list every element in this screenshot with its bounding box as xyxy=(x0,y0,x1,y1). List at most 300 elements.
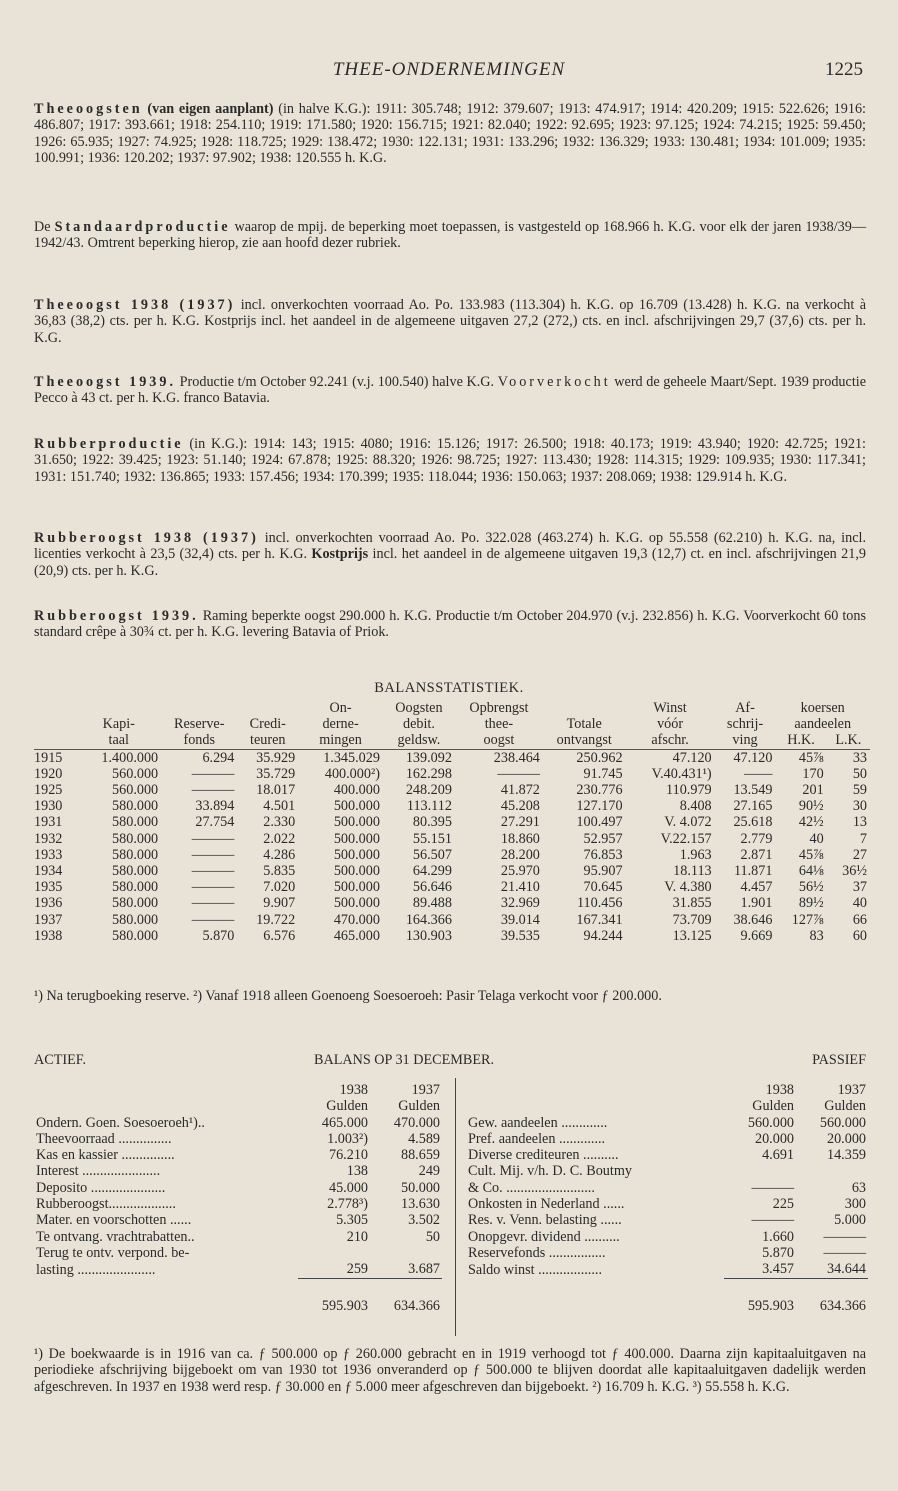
value-cell: ——— xyxy=(191,911,235,928)
value-cell: 248.209 xyxy=(405,782,452,799)
footnote-statistiek: ¹) Na terugboeking reserve. ²) Vanaf 1918 alleen Goenoeng Soesoeroeh: Pasir Telaga verkocht voor ƒ 200.000. xyxy=(34,988,662,1004)
value-cell: 28.200 xyxy=(500,846,540,863)
balance-row xyxy=(466,1196,868,1212)
running-title: THEE-ONDERNEMINGEN xyxy=(332,59,566,80)
stats-body xyxy=(34,749,870,944)
hdr: oogst xyxy=(455,732,543,749)
header-row-1 xyxy=(34,700,870,716)
value-cell: V.22.157 xyxy=(660,830,712,847)
value-cell: 250.962 xyxy=(576,749,623,766)
hdr xyxy=(34,732,76,749)
value-cell: 2.871 xyxy=(740,846,773,863)
table-row xyxy=(34,782,870,798)
balance-value: 259 xyxy=(346,1261,368,1278)
value-cell: 47.120 xyxy=(733,749,773,766)
value-cell: 470.000 xyxy=(333,911,380,928)
year-1938: 1938 xyxy=(339,1082,368,1098)
header-row-3 xyxy=(34,732,870,749)
hdr xyxy=(76,700,161,716)
paragraph-rubberoogst-1939 xyxy=(34,608,866,641)
value-cell: 1.963 xyxy=(679,846,712,863)
value-cell: 76.853 xyxy=(583,846,623,863)
balance-value: 3.687 xyxy=(408,1261,440,1278)
value-cell: 55.151 xyxy=(412,830,452,847)
balance-value: 1.660 xyxy=(762,1228,794,1245)
balance-value: 210 xyxy=(346,1228,368,1245)
balance-label: Reservefonds ................ xyxy=(468,1244,606,1261)
balance-value: 88.659 xyxy=(400,1147,440,1164)
paragraph-rubberoogst-1938 xyxy=(34,530,866,579)
year-cell: 1930 xyxy=(34,798,63,815)
value-cell: 95.907 xyxy=(583,863,623,880)
text-rubberproductie: (in K.G.): 1914: 143; 1915: 4080; 1916: 15.126; 1917: 26.500; 1918: 40.173; 1919: 43.940; 1920: 42.725; 1921: 31.650; 1922: 39.425; 1923: 51.140; 1924: 67.878; 1925: 88.320; 1926: 98.725; 1927: 113.430; 1928: 114.315; 1929: 109.935; 1930: 117.341; 1931: 151.740; 1932: 136.865; 1933: 157.456; 1934: 170.399; 1935: 118.044; 1936: 150.063; 1937: 208.069; 1938: 129.914 h. K.G. xyxy=(34,436,866,485)
value-cell: ——— xyxy=(191,895,235,912)
balance-value: ——— xyxy=(823,1228,866,1245)
value-cell: 64.299 xyxy=(412,863,452,880)
value-cell: 9.669 xyxy=(740,927,773,944)
value-cell: 89½ xyxy=(798,895,824,912)
value-cell: 4.286 xyxy=(263,846,296,863)
value-cell: 13.549 xyxy=(733,782,773,799)
balance-label: Mater. en voorschotten ...... xyxy=(36,1212,192,1229)
text-theeoogst-1939b: werd de geheele Maart/Sept. 1939 productie Pecco à 43 ct. per h. K.G. franco Batavia. xyxy=(34,374,867,407)
value-cell: 500.000 xyxy=(333,863,380,880)
value-cell: 56.646 xyxy=(412,879,452,896)
year-cell: 1934 xyxy=(34,863,63,880)
value-cell: 580.000 xyxy=(112,879,159,896)
value-cell: 500.000 xyxy=(333,798,380,815)
balans-actief xyxy=(34,1082,442,1314)
value-cell: 11.871 xyxy=(733,863,773,880)
year-cell: 1933 xyxy=(34,846,63,863)
balance-label: Onkosten in Nederland ...... xyxy=(468,1196,625,1213)
balance-value: 560.000 xyxy=(819,1114,866,1131)
unit-row xyxy=(466,1098,868,1114)
balance-value: 76.210 xyxy=(328,1147,368,1164)
hdr: teuren xyxy=(237,732,298,749)
value-cell: 5.835 xyxy=(263,863,296,880)
balans-title: BALANS OP 31 DECEMBER. xyxy=(314,1052,494,1068)
value-cell: 45⅞ xyxy=(798,749,824,766)
value-cell: 130.903 xyxy=(405,927,452,944)
hdr: aandeelen xyxy=(794,716,852,733)
value-cell: 500.000 xyxy=(333,879,380,896)
value-cell: 465.000 xyxy=(333,927,380,944)
hdr: vóór xyxy=(657,716,684,733)
lead-rubberoogst-1938: Rubberoogst 1938 (1937) xyxy=(34,530,259,546)
balance-value: 470.000 xyxy=(393,1114,440,1131)
balance-label: Saldo winst .................. xyxy=(468,1261,602,1278)
balans-divider xyxy=(455,1078,456,1336)
text-theeoogst-1939a: Productie t/m October 92.241 (v.j. 100.540) halve K.G. xyxy=(176,374,498,390)
value-cell: 164.366 xyxy=(405,911,452,928)
total-value: 595.903 xyxy=(724,1278,796,1314)
value-cell: 21.410 xyxy=(500,879,540,896)
value-cell: 4.501 xyxy=(263,798,296,815)
table-row xyxy=(34,798,870,814)
hdr xyxy=(34,716,76,732)
value-cell: 580.000 xyxy=(112,846,159,863)
value-cell: 13.125 xyxy=(672,927,712,944)
value-cell: 64⅛ xyxy=(798,863,824,880)
value-cell: 162.298 xyxy=(405,765,452,782)
blank xyxy=(466,1278,724,1314)
balance-value: 5.000 xyxy=(834,1212,866,1229)
balance-label: Ondern. Goen. Soesoeroeh¹).. xyxy=(36,1114,205,1131)
balance-value: 3.457 xyxy=(762,1261,794,1278)
balance-value: 2.778³) xyxy=(327,1196,368,1213)
value-cell: 170 xyxy=(802,765,824,782)
paragraph-theeoogsten xyxy=(34,101,866,166)
value-cell: 27.291 xyxy=(500,814,540,831)
balance-value: ——— xyxy=(823,1244,866,1261)
lead-rubberoogst-1939: Rubberoogst 1939. xyxy=(34,608,199,624)
value-cell: 580.000 xyxy=(112,814,159,831)
value-cell: 19.722 xyxy=(256,911,296,928)
hdr: Winst xyxy=(653,700,687,716)
balance-value: 5.305 xyxy=(336,1212,368,1229)
value-cell: 2.022 xyxy=(263,830,296,847)
value-cell: 27 xyxy=(852,846,867,863)
year-cell: 1920 xyxy=(34,765,63,782)
total-row xyxy=(466,1278,868,1314)
value-cell: 47.120 xyxy=(672,749,712,766)
balance-value: 50 xyxy=(425,1228,440,1245)
balansstatistiek-table xyxy=(34,700,870,944)
value-cell: 18.860 xyxy=(500,830,540,847)
value-cell: 500.000 xyxy=(333,895,380,912)
value-cell: 110.979 xyxy=(666,782,712,799)
value-cell: 94.244 xyxy=(583,927,623,944)
balance-value: 20.000 xyxy=(754,1130,794,1147)
year-cell: 1936 xyxy=(34,895,63,912)
balance-value: 1.003²) xyxy=(327,1130,368,1147)
balance-row xyxy=(466,1245,868,1261)
text-standaardproductie: waarop de mpij. de beperking moet toepassen, is vastgesteld op 168.966 h. K.G. voor elk der jaren 1938/39—1942/43. Omtrent beperking hierop, zie aan hoofd dezer rubriek. xyxy=(34,219,867,252)
hdr: ontvangst xyxy=(543,732,626,749)
value-cell: 400.000 xyxy=(333,782,380,799)
paragraph-rubberproductie xyxy=(34,436,866,485)
balance-value: 20.000 xyxy=(826,1130,866,1147)
balance-value: 63 xyxy=(851,1179,866,1196)
page-number: 1225 xyxy=(825,59,863,80)
kostprijs-bold: Kostprijs xyxy=(311,546,369,563)
passief-label: PASSIEF xyxy=(812,1052,866,1068)
value-cell: V. 4.380 xyxy=(664,879,712,896)
value-cell: 91.745 xyxy=(583,765,623,782)
balance-value: 14.359 xyxy=(826,1147,866,1164)
value-cell: 30 xyxy=(852,798,867,815)
value-cell: 4.457 xyxy=(740,879,773,896)
value-cell: 230.776 xyxy=(576,782,623,799)
year-cell: 1931 xyxy=(34,814,63,831)
text-pre: De xyxy=(34,219,55,235)
lead-voorverkocht: Voorverkocht xyxy=(497,374,611,390)
value-cell: 580.000 xyxy=(112,927,159,944)
value-cell: 33.894 xyxy=(195,798,235,815)
hdr: H.K. xyxy=(775,732,826,749)
balance-row xyxy=(34,1229,442,1245)
value-cell: 6.294 xyxy=(202,749,235,766)
hdr xyxy=(543,700,626,716)
value-cell: 73.709 xyxy=(672,911,712,928)
hdr: Opbrengst xyxy=(469,700,529,716)
balance-row xyxy=(34,1196,442,1212)
value-cell: 45.208 xyxy=(500,798,540,815)
balance-row xyxy=(466,1229,868,1245)
unit-gulden: Gulden xyxy=(752,1098,794,1115)
balance-label: Terug te ontv. verpond. be- xyxy=(36,1244,190,1261)
balance-label: & Co. ......................... xyxy=(468,1179,595,1196)
year-1938: 1938 xyxy=(765,1082,794,1098)
value-cell: 500.000 xyxy=(333,846,380,863)
blank xyxy=(466,1082,724,1098)
value-cell: 8.408 xyxy=(679,798,712,815)
year-row xyxy=(466,1082,868,1098)
hdr: koersen xyxy=(800,700,845,716)
value-cell: 113.112 xyxy=(406,798,452,815)
paragraph-standaardproductie xyxy=(34,219,866,252)
value-cell: 139.092 xyxy=(405,749,452,766)
balance-row xyxy=(466,1115,868,1131)
balance-row xyxy=(466,1212,868,1228)
value-cell: 32.969 xyxy=(500,895,540,912)
table-row xyxy=(34,879,870,895)
footnote-balans: ¹) De boekwaarde is in 1916 van ca. ƒ 500.000 op ƒ 260.000 gebracht en in 1919 verhoogd tot ƒ 400.000. Daarna zijn kapitaaluitgaven na periodieke afschrijving bijgeboekt om van 1930 tot 1936 onveranderd op ƒ 500.000 te blijven doordat alle kapitaaluitgaven dadelijk werden afgeschreven. In 1937 en 1938 werd resp. ƒ 30.000 en ƒ 5.000 meer afgeschreven dan bijgeboekt. ²) 16.709 h. K.G. ³) 55.558 h. K.G. xyxy=(34,1346,866,1395)
text-theeoogst-1938: incl. onverkochten voorraad Ao. Po. 133.983 (113.304) h. K.G. op 16.709 (13.428) h. K.G. na verkocht à 36,83 (38,2) cts. per h. K.G. Kostprijs incl. het aandeel in de algemeene uitgaven 27,2 (272,) cts. en incl. afschrijvingen 29,7 (37,6) cts. per h. K.G. xyxy=(34,297,866,346)
value-cell: ——— xyxy=(497,765,540,782)
value-cell: 238.464 xyxy=(493,749,540,766)
balance-value: 560.000 xyxy=(747,1114,794,1131)
lead-theeoogst-1939: Theeoogst 1939. xyxy=(34,374,177,390)
value-cell: 59 xyxy=(852,782,867,799)
value-cell: 580.000 xyxy=(112,895,159,912)
hdr: On- xyxy=(329,700,352,716)
balance-value: 4.589 xyxy=(408,1130,440,1147)
value-cell: ——— xyxy=(191,830,235,847)
balance-value: ——— xyxy=(751,1179,794,1196)
table-row xyxy=(34,749,870,766)
value-cell: 201 xyxy=(802,782,824,799)
value-cell: 13 xyxy=(852,814,867,831)
value-cell: ——— xyxy=(191,863,235,880)
value-cell: 1.400.000 xyxy=(101,749,159,766)
balance-row xyxy=(34,1147,442,1163)
hdr: thee- xyxy=(484,716,514,733)
unit-gulden: Gulden xyxy=(326,1098,368,1115)
value-cell: 50 xyxy=(852,765,867,782)
hdr: ving xyxy=(715,732,776,749)
value-cell: 45⅞ xyxy=(798,846,824,863)
hdr: mingen xyxy=(298,732,383,749)
balance-row xyxy=(466,1131,868,1147)
balance-row xyxy=(34,1212,442,1228)
value-cell: 56.507 xyxy=(412,846,452,863)
balance-value: 300 xyxy=(844,1196,866,1213)
hdr: Reserve- xyxy=(174,716,225,733)
value-cell: 56½ xyxy=(798,879,824,896)
value-cell: 52.957 xyxy=(583,830,623,847)
text-theeoogsten: (in halve K.G.): 1911: 305.748; 1912: 379.607; 1913: 474.917; 1914: 420.209; 1915: 522.626; 1916: 486.807; 1917: 393.661; 1918: 254.110; 1919: 171.580; 1920: 156.715; 1921: 82.040; 1922: 92.695; 1923: 97.125; 1924: 74.215; 1925: 59.450; 1926: 65.935; 1927: 74.925; 1928: 118.725; 1929: 138.472; 1930: 122.131; 1931: 133.296; 1932: 136.329; 1933: 130.481; 1934: 101.009; 1935: 100.991; 1936: 120.202; 1937: 97.902; 1938: 120.555 h. K.G. xyxy=(34,101,866,166)
value-cell: 1.345.029 xyxy=(323,749,380,766)
value-cell: 60 xyxy=(852,927,867,944)
value-cell: V. 4.072 xyxy=(664,814,712,831)
value-cell: 500.000 xyxy=(333,814,380,831)
balansstatistiek-title: BALANSSTATISTIEK. xyxy=(374,680,524,696)
year-1937: 1937 xyxy=(837,1082,866,1098)
value-cell: 27.754 xyxy=(195,814,235,831)
balance-label: Gew. aandeelen ............. xyxy=(468,1114,608,1131)
lead-theeoogst-1938: Theeoogst 1938 (1937) xyxy=(34,297,236,313)
value-cell: 40 xyxy=(852,895,867,912)
value-cell: 90½ xyxy=(798,798,824,815)
value-cell: 35.929 xyxy=(256,749,296,766)
balance-value: 465.000 xyxy=(321,1114,368,1131)
value-cell: 1.901 xyxy=(740,895,773,912)
lead-rubberproductie: Rubberproductie xyxy=(34,436,184,452)
hdr: afschr. xyxy=(626,732,715,749)
year-cell: 1937 xyxy=(34,911,63,928)
value-cell: 5.870 xyxy=(202,927,235,944)
balance-value: 3.502 xyxy=(408,1212,440,1229)
balance-value: 13.630 xyxy=(400,1196,440,1213)
unit-gulden: Gulden xyxy=(824,1098,866,1115)
value-cell: 18.017 xyxy=(256,782,296,799)
value-cell: 560.000 xyxy=(112,782,159,799)
balance-value xyxy=(724,1163,796,1179)
lead-eigen-aanplant: (van eigen aanplant) xyxy=(142,101,274,117)
hdr: debit. xyxy=(402,716,435,733)
table-row xyxy=(34,912,870,928)
balance-row xyxy=(34,1180,442,1196)
table-row xyxy=(34,831,870,847)
hdr xyxy=(34,700,76,716)
value-cell: 41.872 xyxy=(500,782,540,799)
total-row xyxy=(34,1278,442,1314)
value-cell: 110.456 xyxy=(576,895,623,912)
value-cell: 2.779 xyxy=(740,830,773,847)
passief-table xyxy=(466,1082,868,1314)
balance-label: Kas en kassier ............... xyxy=(36,1147,175,1164)
text-rubberoogst-1938b: incl. het aandeel in de algemeene uitgaven 19,3 (12,7) ct. en incl. afschrijvingen 21,9 (20,9) cts. per h. K.G. xyxy=(34,546,866,579)
balance-value xyxy=(370,1245,442,1261)
year-row xyxy=(34,1082,442,1098)
balance-value: ——— xyxy=(751,1212,794,1229)
balance-label: Diverse crediteuren .......... xyxy=(468,1147,619,1164)
value-cell: 66 xyxy=(852,911,867,928)
value-cell: ——— xyxy=(191,782,235,799)
balance-label: Res. v. Venn. belasting ...... xyxy=(468,1212,622,1229)
value-cell: 39.535 xyxy=(500,927,540,944)
table-row xyxy=(34,766,870,782)
paragraph-theeoogst-1939 xyxy=(34,374,866,407)
blank xyxy=(34,1082,298,1098)
actief-body xyxy=(34,1082,442,1314)
unit-gulden: Gulden xyxy=(398,1098,440,1115)
balance-value: 50.000 xyxy=(400,1179,440,1196)
value-cell: 580.000 xyxy=(112,798,159,815)
blank xyxy=(466,1098,724,1114)
paragraph-theeoogst-1938 xyxy=(34,297,866,346)
value-cell: 31.855 xyxy=(672,895,712,912)
blank xyxy=(34,1278,298,1314)
table-row xyxy=(34,863,870,879)
value-cell: 580.000 xyxy=(112,911,159,928)
balance-row xyxy=(466,1180,868,1196)
value-cell: ——— xyxy=(191,765,235,782)
hdr: L.K. xyxy=(827,732,870,749)
value-cell: 83 xyxy=(809,927,824,944)
value-cell: 25.618 xyxy=(733,814,773,831)
value-cell: 2.330 xyxy=(263,814,296,831)
hdr xyxy=(161,700,237,716)
value-cell: 33 xyxy=(852,749,867,766)
balance-value: 138 xyxy=(346,1163,368,1180)
balance-row xyxy=(34,1131,442,1147)
value-cell: 36½ xyxy=(842,863,867,880)
balance-row xyxy=(466,1163,868,1179)
value-cell: 70.645 xyxy=(583,879,623,896)
hdr: fonds xyxy=(161,732,237,749)
value-cell: 6.576 xyxy=(263,927,296,944)
balance-value: 225 xyxy=(772,1196,794,1213)
value-cell: 580.000 xyxy=(112,830,159,847)
hdr: taal xyxy=(76,732,161,749)
balance-value xyxy=(298,1245,370,1261)
year-cell: 1925 xyxy=(34,782,63,799)
value-cell: 39.014 xyxy=(500,911,540,928)
balance-label: Onopgevr. dividend .......... xyxy=(468,1228,620,1245)
actief-table xyxy=(34,1082,442,1314)
balance-row xyxy=(466,1261,868,1278)
year-cell: 1938 xyxy=(34,927,63,944)
value-cell: 89.488 xyxy=(412,895,452,912)
balance-value: 34.644 xyxy=(826,1261,866,1278)
balance-row xyxy=(34,1115,442,1131)
hdr: Totale xyxy=(566,716,602,733)
balance-label: lasting ...................... xyxy=(36,1261,156,1278)
value-cell: 38.646 xyxy=(733,911,773,928)
actief-label: ACTIEF. xyxy=(34,1052,87,1068)
value-cell: 27.165 xyxy=(733,798,773,815)
table-row xyxy=(34,814,870,830)
balance-value: 249 xyxy=(418,1163,440,1180)
lead-theeoogsten: Theeoogsten xyxy=(34,101,143,117)
value-cell: 100.497 xyxy=(576,814,623,831)
value-cell: 40 xyxy=(809,830,824,847)
value-cell: 127.170 xyxy=(576,798,623,815)
value-cell: 80.395 xyxy=(412,814,452,831)
year-1937: 1937 xyxy=(411,1082,440,1098)
hdr: derne- xyxy=(322,716,359,733)
blank xyxy=(34,1098,298,1114)
table-row xyxy=(34,895,870,911)
balance-value: 45.000 xyxy=(328,1179,368,1196)
value-cell: 167.341 xyxy=(576,911,623,928)
balance-label: Deposito ..................... xyxy=(36,1179,166,1196)
balans-passief xyxy=(466,1082,868,1314)
header-row-2 xyxy=(34,716,870,732)
value-cell: 18.113 xyxy=(673,863,712,880)
hdr: Af- xyxy=(735,700,755,716)
balance-row xyxy=(466,1147,868,1163)
balance-value xyxy=(796,1163,868,1179)
value-cell: 37 xyxy=(852,879,867,896)
year-cell: 1915 xyxy=(34,749,63,766)
table-row xyxy=(34,847,870,863)
balance-value: 5.870 xyxy=(762,1244,794,1261)
value-cell: 7 xyxy=(859,830,867,847)
